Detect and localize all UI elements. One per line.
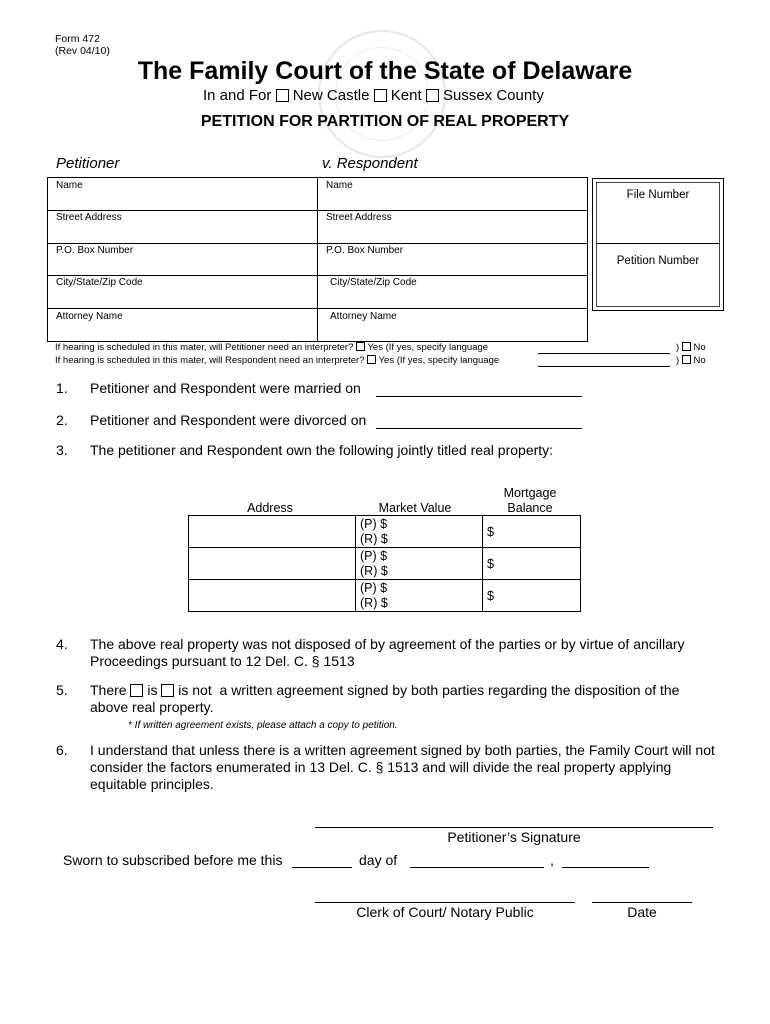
respondent-street-field[interactable]: Street Address — [326, 212, 392, 223]
r-label: (R) $ — [360, 595, 388, 610]
dollar-sign: $ — [487, 524, 494, 539]
in-and-for-label: In and For — [203, 87, 272, 104]
mortgage-cell[interactable] — [483, 516, 581, 548]
petitioner-name-field[interactable]: Name — [56, 180, 83, 191]
petitioner-interpreter-yes-checkbox[interactable] — [356, 342, 365, 351]
item-number: 6. — [56, 742, 68, 758]
p-label: (P) $ — [360, 548, 388, 563]
petitioner-interpreter-no-checkbox[interactable] — [682, 342, 691, 351]
respondent-pobox-field[interactable]: P.O. Box Number — [326, 245, 404, 256]
respondent-interpreter-no-checkbox[interactable] — [682, 355, 691, 364]
r-label: (R) $ — [360, 563, 388, 578]
balance-label: Balance — [507, 501, 553, 515]
address-cell[interactable] — [189, 516, 356, 548]
item-4-text — [90, 636, 685, 670]
item-5-line-2: above real property. — [90, 699, 214, 715]
clerk-label: Clerk of Court/ Notary Public — [356, 904, 534, 920]
is-not-label: is not — [178, 682, 212, 698]
market-value-cell[interactable] — [356, 580, 483, 612]
petitioner-city-field[interactable]: City/State/Zip Code — [56, 277, 143, 288]
respondent-interpreter-question: If hearing is scheduled in this mater, will Respondent need an interpreter? — [55, 355, 365, 366]
petitioner-pobox-field[interactable]: P.O. Box Number — [56, 245, 134, 256]
item-6-line-1: I understand that unless there is a written agreement signed by both parties, the Family Court will not — [90, 742, 715, 758]
col-mortgage-header — [490, 486, 570, 516]
file-number-label[interactable]: File Number — [626, 189, 690, 201]
day-of-label: day of — [359, 852, 398, 868]
married-date-line[interactable] — [376, 396, 582, 397]
petitioner-no-group — [676, 342, 706, 353]
col-address-header: Address — [247, 501, 293, 515]
form-number: Form 472 — [55, 33, 100, 45]
kent-checkbox[interactable] — [374, 89, 387, 102]
respondent-interpreter-row — [55, 355, 499, 366]
new-castle-checkbox[interactable] — [276, 89, 289, 102]
form-revision: (Rev 04/10) — [55, 45, 110, 57]
sworn-year-line[interactable] — [562, 867, 649, 868]
mortgage-cell[interactable] — [483, 548, 581, 580]
is-checkbox[interactable] — [130, 684, 143, 697]
item-4-line-2: Proceedings pursuant to 12 Del. C. § 1513 — [90, 653, 355, 669]
petitioner-heading: Petitioner — [56, 155, 120, 172]
jointly-owned-text: The petitioner and Respondent own the following jointly titled real property: — [90, 442, 554, 458]
respondent-name-field[interactable]: Name — [326, 180, 353, 191]
attach-note: * If written agreement exists, please attach a copy to petition. — [128, 720, 398, 731]
item-4-line-1: The above real property was not disposed of by agreement of the parties or by virtue of ancillary — [90, 636, 685, 652]
respondent-no-group — [676, 355, 706, 366]
p-label: (P) $ — [360, 580, 388, 595]
item-6-line-2: consider the factors enumerated in 13 Del. C. § 1513 and will divide the real property applying — [90, 759, 672, 775]
married-on-text: Petitioner and Respondent were married on — [90, 380, 361, 396]
form-number-block — [55, 33, 110, 57]
col-market-header: Market Value — [378, 501, 452, 515]
is-not-checkbox[interactable] — [161, 684, 174, 697]
petitioner-yes-label: Yes (If yes, specify language — [367, 342, 489, 353]
there-label: There — [90, 682, 127, 698]
date-label: Date — [627, 904, 657, 920]
property-row — [189, 516, 581, 548]
property-table — [188, 515, 581, 612]
item-number: 4. — [56, 636, 68, 652]
clerk-signature-line[interactable] — [315, 902, 575, 903]
sussex-checkbox[interactable] — [426, 89, 439, 102]
petitioner-language-line[interactable] — [538, 353, 670, 354]
market-value-cell[interactable] — [356, 516, 483, 548]
dollar-sign: $ — [487, 556, 494, 571]
mortgage-label: Mortgage — [503, 486, 557, 500]
agreement-text: a written agreement signed by both parties regarding the disposition of the — [219, 682, 680, 698]
paren: ) — [676, 355, 680, 366]
petitioner-attorney-field[interactable]: Attorney Name — [56, 311, 123, 322]
address-cell[interactable] — [189, 548, 356, 580]
date-line[interactable] — [592, 902, 692, 903]
item-number: 5. — [56, 682, 68, 698]
item-number: 3. — [56, 442, 68, 458]
sworn-month-line[interactable] — [410, 867, 544, 868]
respondent-language-line[interactable] — [538, 366, 670, 367]
sussex-label: Sussex County — [442, 87, 544, 104]
item-6-text — [90, 742, 715, 793]
petitioner-signature-line[interactable] — [315, 827, 713, 828]
paren: ) — [676, 342, 680, 353]
address-cell[interactable] — [189, 580, 356, 612]
divorced-date-line[interactable] — [376, 428, 582, 429]
dollar-sign: $ — [487, 588, 494, 603]
r-label: (R) $ — [360, 531, 388, 546]
sworn-day-line[interactable] — [292, 867, 352, 868]
parties-divider — [317, 177, 318, 342]
petition-title: PETITION FOR PARTITION OF REAL PROPERTY — [200, 113, 570, 130]
p-label: (P) $ — [360, 516, 388, 531]
respondent-interpreter-yes-checkbox[interactable] — [367, 355, 376, 364]
comma: , — [550, 852, 554, 868]
property-row — [189, 580, 581, 612]
is-label: is — [147, 682, 158, 698]
mortgage-cell[interactable] — [483, 580, 581, 612]
property-row — [189, 548, 581, 580]
item-5-text — [90, 682, 679, 716]
court-title: The Family Court of the State of Delaware — [137, 57, 633, 85]
sworn-text: Sworn to subscribed before me this — [63, 852, 283, 868]
petitioner-interpreter-row — [55, 342, 488, 353]
item-number: 2. — [56, 412, 68, 428]
market-value-cell[interactable] — [356, 548, 483, 580]
county-selector — [203, 87, 544, 104]
respondent-attorney-field[interactable]: Attorney Name — [330, 311, 397, 322]
item-6-line-3: equitable principles. — [90, 776, 214, 792]
new-castle-label: New Castle — [292, 87, 370, 104]
divorced-on-text: Petitioner and Respondent were divorced on — [90, 412, 367, 428]
kent-label: Kent — [390, 87, 422, 104]
respondent-heading: v. Respondent — [322, 155, 418, 172]
petitioner-no-label: No — [693, 342, 706, 353]
petitioner-interpreter-question: If hearing is scheduled in this mater, will Petitioner need an interpreter? — [55, 342, 354, 353]
petitioner-street-field[interactable]: Street Address — [56, 212, 122, 223]
respondent-city-field[interactable]: City/State/Zip Code — [330, 277, 417, 288]
petitioner-signature-label: Petitioner’s Signature — [447, 829, 581, 845]
respondent-yes-label: Yes (If yes, specify language — [378, 355, 500, 366]
petition-number-label[interactable]: Petition Number — [616, 255, 700, 267]
respondent-no-label: No — [693, 355, 706, 366]
item-number: 1. — [56, 380, 68, 396]
